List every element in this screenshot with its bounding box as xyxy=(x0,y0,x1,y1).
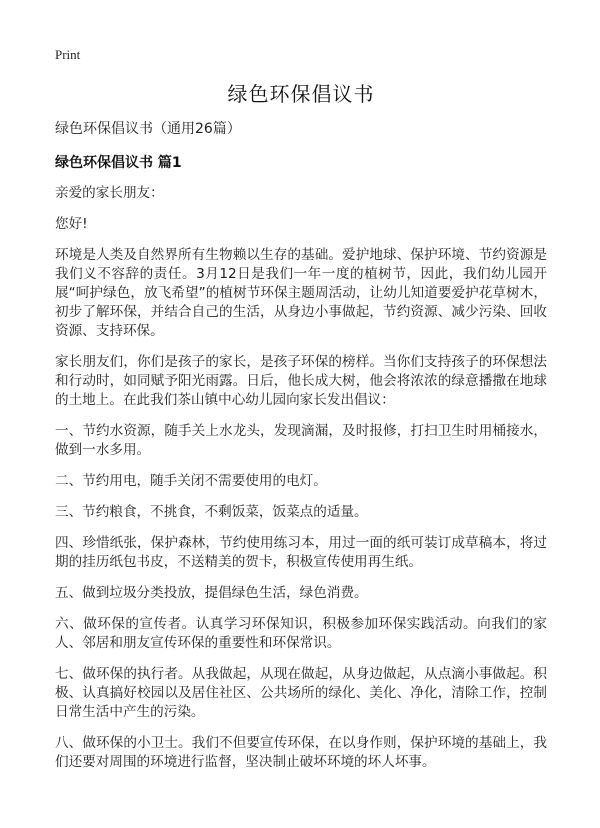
proposal-item-1: 一、节约水资源，随手关上水龙头，发现滴漏，及时报修，打扫卫生时用桶接水，做到一水多用。 xyxy=(55,423,547,458)
proposal-item-3: 三、节约粮食，不挑食，不剩饭菜，饭菜点的适量。 xyxy=(55,504,368,520)
proposal-item-2: 二、节约用电，随手关闭不需要使用的电灯。 xyxy=(55,473,327,489)
paragraph-parents: 家长朋友们，你们是孩子的家长，是孩子环保的榜样。当你们支持孩子的环保想法和行动时，如同赋予阳光雨露。日后，他长成大树，他会将浓浓的绿意播撒在地球的土地上。在此我们茶山镇中心幼儿园向家长发出倡议： xyxy=(55,354,547,408)
document-subtitle: 绿色环保倡议书（通用26篇） xyxy=(55,121,241,137)
document-body xyxy=(55,120,547,784)
proposal-item-5: 五、做到垃圾分类投放，提倡绿色生活，绿色消费。 xyxy=(55,585,368,601)
salutation: 亲爱的家长朋友： xyxy=(55,185,164,201)
proposal-item-4: 四、珍惜纸张，保护森林，节约使用练习本，用过一面的纸可装订成草稿本，将过期的挂历纸包书皮，不送精美的贺卡，积极宣传使用再生纸。 xyxy=(55,535,547,570)
greeting: 您好! xyxy=(55,216,88,232)
page-title: 绿色环保倡议书 xyxy=(227,82,375,106)
proposal-item-8: 八、做环保的小卫士。我们不但要宣传环保，在以身作则，保护环境的基础上，我们还要对周围的环境进行监督，坚决制止破坏环境的坏人坏事。 xyxy=(55,735,547,770)
proposal-item-6: 六、做环保的宣传者。认真学习环保知识，积极参加环保实践活动。向我们的家人、邻居和朋友宣传环保的重要性和环保常识。 xyxy=(55,616,547,651)
print-link[interactable]: Print xyxy=(55,47,81,62)
paragraph-intro: 环境是人类及自然界所有生物赖以生存的基础。爱护地球、保护环境、节约资源是我们义不容辞的责任。3月12日是我们一年一度的植树节，因此，我们幼儿园开展“呵护绿色，放飞希望”的植树节环保主题周活动，让幼儿知道要爱护花草树木，初步了解环保，并结合自己的生活，从身边小事做起，节约资源、减少污染、回收资源、支持环保。 xyxy=(55,247,547,339)
proposal-item-7: 七、做环保的执行者。从我做起，从现在做起，从身边做起，从点滴小事做起。积极、认真搞好校园以及居住社区、公共场所的绿化、美化、净化，清除工作，控制日常生活中产生的污染。 xyxy=(55,666,547,720)
section-heading: 绿色环保倡议书 篇1 xyxy=(55,155,182,171)
